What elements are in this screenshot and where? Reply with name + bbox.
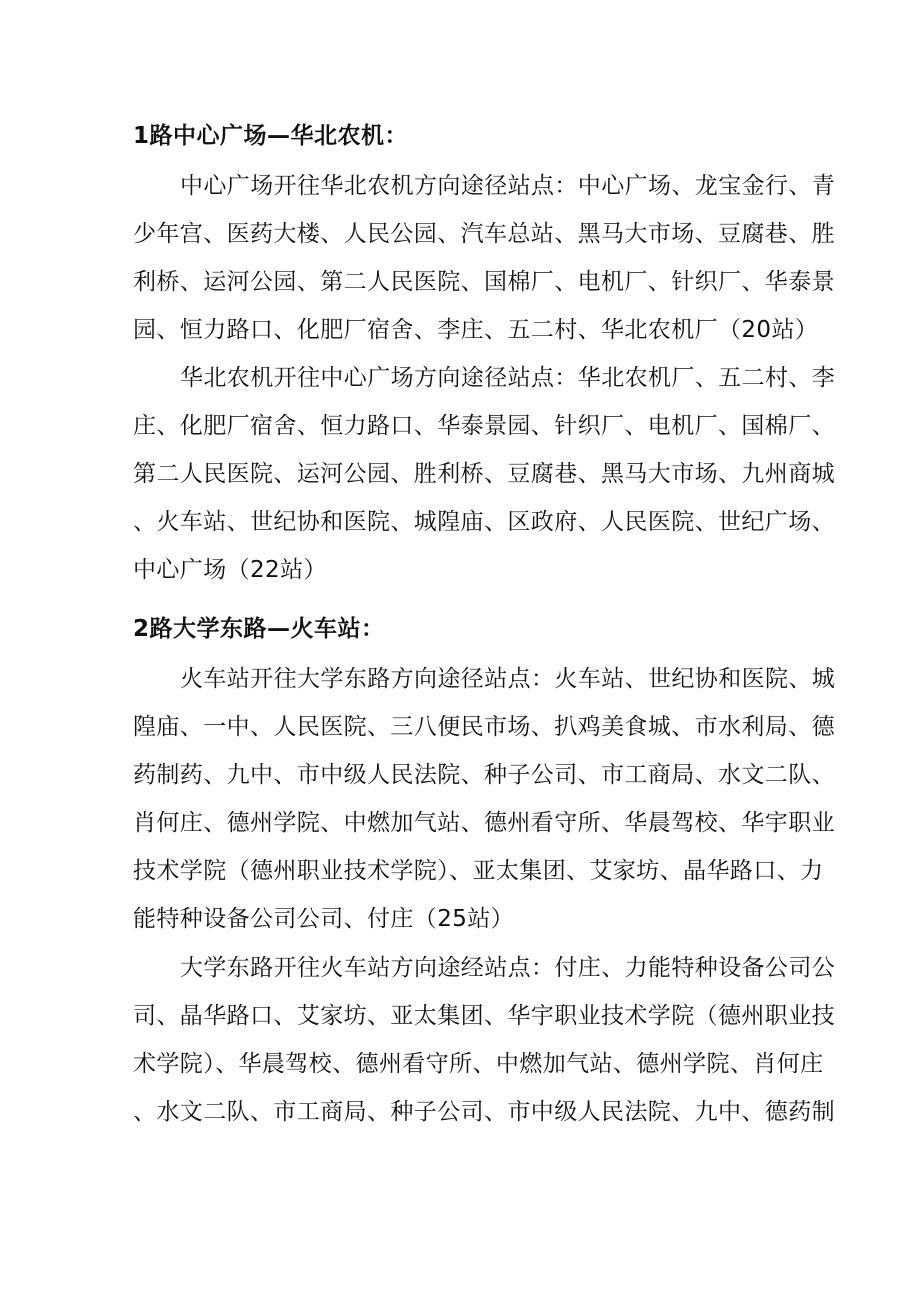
text-line: 庄、化肥厂宿舍、恒力路口、华泰景园、针织厂、电机厂、国棉厂、 [133,413,835,439]
text-line: 火车站开往大学东路方向途径站点：火车站、世纪协和医院、城 [180,666,836,692]
text-line: 药制药、九中、市中级人民法院、种子公司、市工商局、水文二队、 [133,762,835,788]
text-line: 隍庙、一中、人民医院、三八便民市场、扒鸡美食城、市水利局、德 [133,714,835,740]
text-line: 术学院）、华晨驾校、德州看守所、中燃加气站、德州学院、肖何庄 [133,1051,824,1077]
section-1-title: 1路中心广场—华北农机： [133,123,409,149]
text-line: 大学东路开往火车站方向途经站点：付庄、力能特种设备公司公 [180,955,836,981]
text-line: 中心广场（22站） [133,557,327,583]
text-line: 华北农机开往中心广场方向途径站点：华北农机厂、五二村、李 [180,365,836,391]
text-line: 、水文二队、市工商局、种子公司、市中级人民法院、九中、德药制 [133,1099,835,1125]
section-2-title: 2路大学东路—火车站： [133,616,385,642]
text-line: 肖何庄、德州学院、中燃加气站、德州看守所、华晨驾校、华宇职业 [133,810,835,836]
text-line: 少年宫、医药大楼、人民公园、汽车总站、黑马大市场、豆腐巷、胜 [133,221,835,247]
text-line: 能特种设备公司公司、付庄（25站） [133,906,515,932]
text-line: 第二人民医院、运河公园、胜利桥、豆腐巷、黑马大市场、九州商城 [133,461,835,487]
text-line: 司、晶华路口、艾家坊、亚太集团、华宇职业技术学院（德州职业技 [133,1003,835,1029]
text-line: 中心广场开往华北农机方向途径站点：中心广场、龙宝金行、青 [180,173,836,199]
text-line: 利桥、运河公园、第二人民医院、国棉厂、电机厂、针织厂、华泰景 [133,269,835,295]
text-line: 、火车站、世纪协和医院、城隍庙、区政府、人民医院、世纪广场、 [133,509,835,535]
text-line: 园、恒力路口、化肥厂宿舍、李庄、五二村、华北农机厂（20站） [133,317,819,343]
text-line: 技术学院（德州职业技术学院）、亚太集团、艾家坊、晶华路口、力 [133,858,824,884]
